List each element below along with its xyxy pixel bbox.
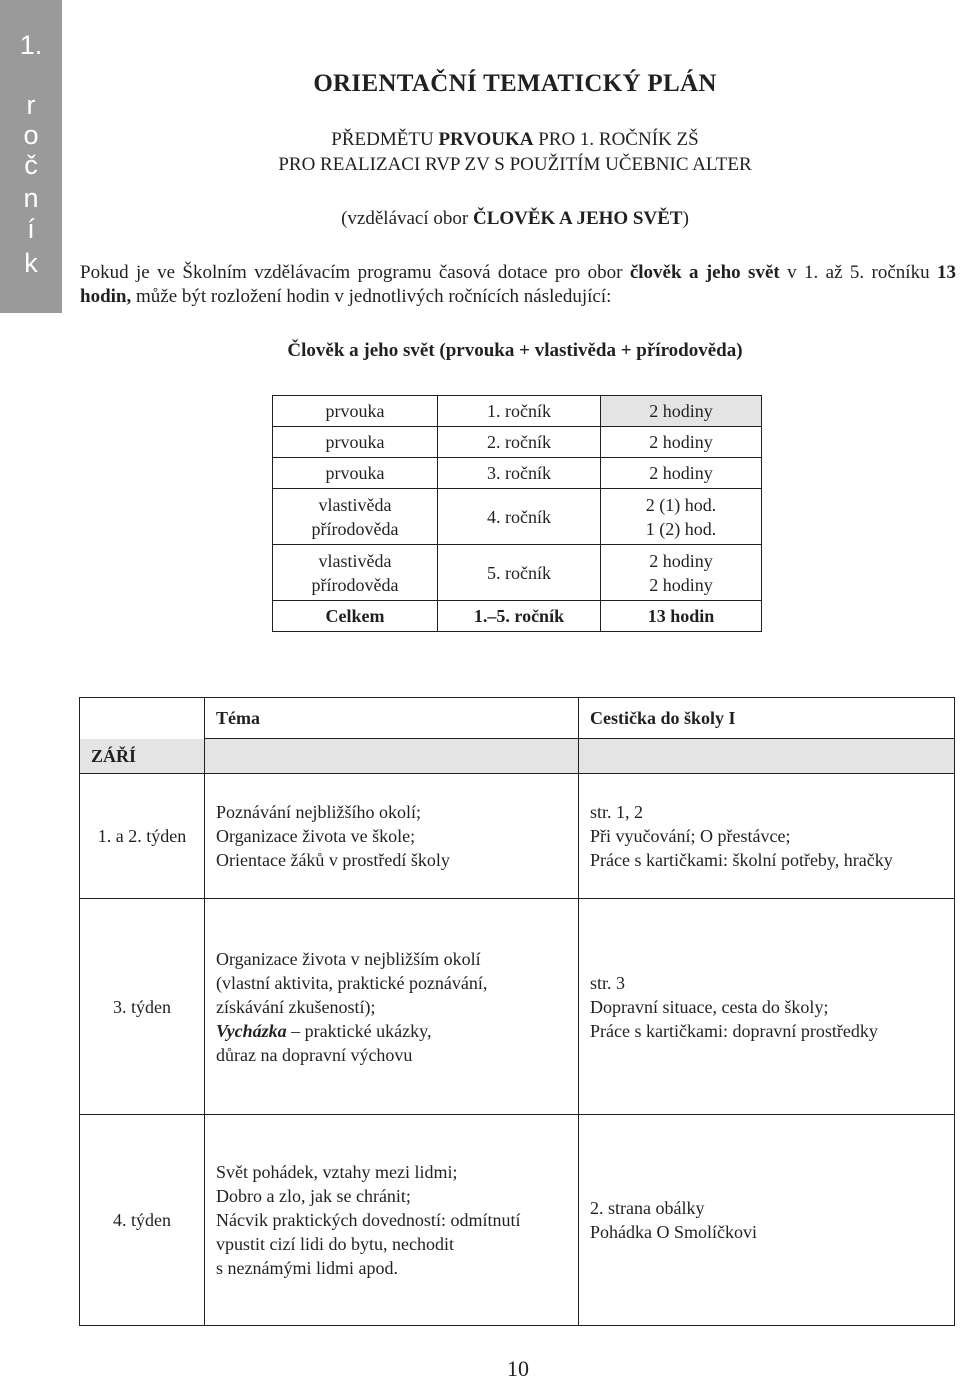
side-tab-letter: o: [23, 120, 39, 150]
table-row: [80, 899, 955, 1115]
month-row: [80, 739, 955, 774]
content-cell: Organizace života v nejbližším okolí (vlastní aktivita, praktické poznávání, získávání zkušeností); Vycházka – praktické ukázky, důraz na dopravní výchovu: [205, 899, 579, 1115]
content-cell: Poznávání nejbližšího okolí; Organizace života ve škole; Orientace žáků v prostředí školy: [205, 774, 579, 899]
table-row: [273, 545, 762, 601]
hours-cell: 2 hodiny: [601, 396, 762, 427]
page-number: 10: [507, 1356, 529, 1381]
intro-paragraph: Pokud je ve Školním vzdělávacím programu časová dotace pro obor člověk a jeho svět v 1. až 5. ročníku 13 hodin, může být rozložení hodin v jednotlivých ročnících následující:: [80, 262, 956, 307]
theme-label: Téma: [205, 698, 579, 739]
side-tab-letter: č: [24, 150, 38, 180]
week-cell: 1. a 2. týden: [80, 774, 205, 899]
side-tab-letter: r: [26, 90, 36, 120]
hours-cell: 2 hodiny 2 hodiny: [601, 545, 762, 601]
plan-table: [79, 697, 955, 1326]
heading-line-rvp: PRO REALIZACI RVP ZV S POUŽITÍM UČEBNIC ALTER: [278, 154, 752, 175]
total-hours: 13 hodin: [601, 601, 762, 632]
month-label: ZÁŘÍ: [80, 739, 205, 774]
pages-cell: str. 1, 2 Při vyučování; O přestávce; Práce s kartičkami: školní potřeby, hračky: [579, 774, 955, 899]
subject-cell: vlastivěda přírodověda: [273, 489, 438, 545]
grade-cell: 2. ročník: [438, 427, 601, 458]
heading-line-subject: PŘEDMĚTU PRVOUKA PRO 1. ROČNÍK ZŠ: [331, 129, 699, 150]
table-row: [273, 489, 762, 545]
table-row: [80, 1115, 955, 1326]
grade-cell: 5. ročník: [438, 545, 601, 601]
side-tab-letter: k: [24, 248, 38, 278]
hours-cell: 2 hodiny: [601, 458, 762, 489]
table-row: [273, 458, 762, 489]
subject-cell: prvouka: [273, 396, 438, 427]
heading-line-field: (vzdělávací obor ČLOVĚK A JEHO SVĚT): [341, 208, 689, 229]
week-cell: 3. týden: [80, 899, 205, 1115]
page-title: ORIENTAČNÍ TEMATICKÝ PLÁN: [313, 70, 717, 97]
grade-cell: 3. ročník: [438, 458, 601, 489]
subject-cell: prvouka: [273, 458, 438, 489]
side-tab-letter: n: [23, 183, 39, 213]
pages-cell: 2. strana obálky Pohádka O Smolíčkovi: [579, 1115, 955, 1326]
content-cell: Svět pohádek, vztahy mezi lidmi; Dobro a zlo, jak se chránit; Nácvik praktických dovedností: odmítnutí vpustit cizí lidi do bytu, nechodit s neznámými lidmi apod.: [205, 1115, 579, 1326]
subject-cell: vlastivěda přírodověda: [273, 545, 438, 601]
pages-cell: str. 3 Dopravní situace, cesta do školy; Práce s kartičkami: dopravní prostředky: [579, 899, 955, 1115]
subject-cell: prvouka: [273, 427, 438, 458]
table-row: [80, 774, 955, 899]
grade-cell: 4. ročník: [438, 489, 601, 545]
theme-value: Cestička do školy I: [579, 698, 955, 739]
theme-row: [80, 698, 955, 739]
hours-table: [272, 395, 762, 632]
table-row: [273, 396, 762, 427]
week-cell: 4. týden: [80, 1115, 205, 1326]
hours-cell: 2 (1) hod. 1 (2) hod.: [601, 489, 762, 545]
total-label: Celkem: [273, 601, 438, 632]
subject-group-heading: Člověk a jeho svět (prvouka + vlastivěda + přírodověda): [287, 340, 743, 361]
side-tab-letter: í: [27, 214, 35, 244]
total-grade: 1.–5. ročník: [438, 601, 601, 632]
side-tab-number: 1.: [19, 30, 43, 60]
grade-cell: 1. ročník: [438, 396, 601, 427]
hours-cell: 2 hodiny: [601, 427, 762, 458]
table-row: [273, 427, 762, 458]
total-row: [273, 601, 762, 632]
